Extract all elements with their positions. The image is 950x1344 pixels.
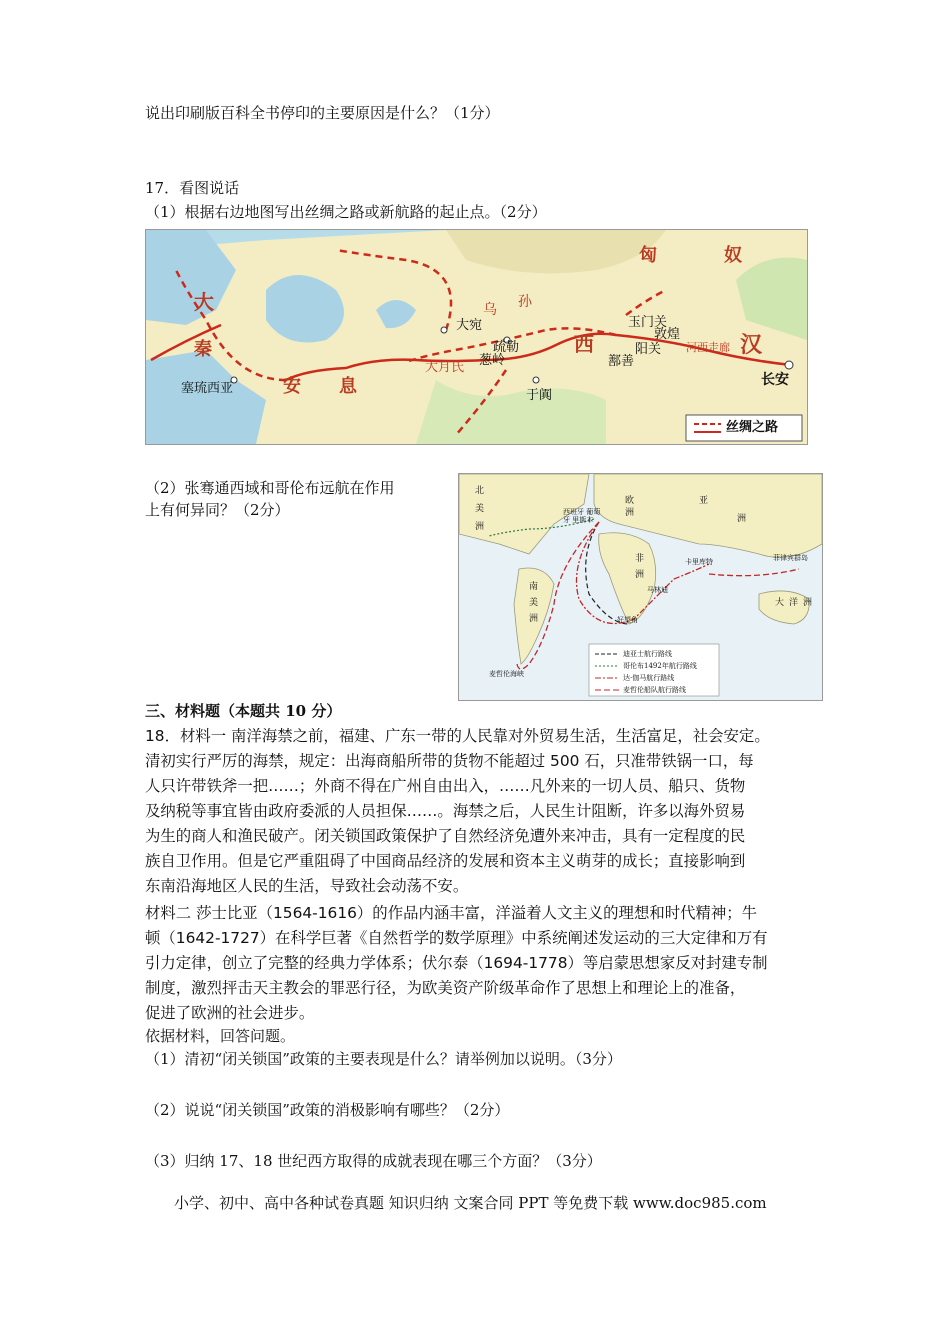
label-wusun-1: 乌	[483, 302, 497, 318]
label-dunhuang: 敦煌	[654, 327, 681, 342]
label-dayuan: 大宛	[456, 318, 483, 333]
label-congling: 葱岭	[479, 353, 506, 368]
label-xi: 西	[574, 332, 594, 356]
label-xiongnu-2: 奴	[724, 245, 742, 266]
label-af-1: 非	[635, 554, 645, 564]
label-calicut: 卡里库特	[685, 558, 713, 566]
label-qin: 秦	[194, 339, 212, 360]
label-han: 汉	[740, 332, 763, 358]
q18-question-1: （1）清初“闭关锁国”政策的主要表现是什么？请举例加以说明。（3分）	[145, 1050, 622, 1068]
material1-line: 族自卫作用。但是它严重阻碍了中国商品经济的发展和资本主义萌芽的成长；直接影响到	[145, 852, 746, 870]
material1-line: 为生的商人和渔民破产。闭关锁国政策保护了自然经济免遭外来冲击，具有一定程度的民	[145, 827, 746, 845]
label-magellan-strait: 麦哲伦海峡	[489, 670, 524, 678]
label-eu-2: 洲	[625, 508, 635, 518]
silk-road-map	[145, 229, 808, 445]
label-xi2: 息	[339, 376, 357, 397]
q18-question-3: （3）归纳 17、18 世纪西方取得的成就表现在哪三个方面？（3分）	[145, 1152, 602, 1170]
label-eu-1: 欧	[625, 496, 635, 506]
label-shule: 疏勒	[493, 340, 520, 355]
label-sa-1: 南	[529, 582, 539, 592]
legend-route-3: 达·伽马航行路线	[623, 674, 675, 682]
label-af-2: 洲	[635, 570, 645, 580]
label-wusun-2: 孙	[518, 294, 532, 310]
label-yutian: 于阗	[526, 388, 553, 403]
q18-material2	[145, 901, 810, 1026]
legend-route-1: 迪亚士航行路线	[623, 650, 672, 658]
label-as-1: 亚	[699, 496, 709, 506]
label-malindi: 马林迪	[647, 586, 668, 594]
material1-line: 东南沿海地区人民的生活，导致社会动荡不安。	[145, 877, 469, 895]
label-philippines: 菲律宾群岛	[773, 554, 808, 562]
material1-line: 人只许带铁斧一把……；外商不得在广州自由出入，……凡外来的一切人员、船只、货物	[145, 777, 746, 795]
label-xiongnu-1: 匈	[639, 245, 657, 266]
material1-line: 18．材料一 南洋海禁之前，福建、广东一带的人民靠对外贸易生活，生活富足，社会安定。	[145, 727, 770, 745]
footer-ad: 小学、初中、高中各种试卷真题 知识归纳 文案合同 PPT 等免费下载 www.doc985.com	[174, 1194, 767, 1212]
label-sa-2: 美	[529, 598, 539, 608]
material1-line: 清初实行严厉的海禁，规定：出海商船所带的货物不能超过 500 石，只准带铁锅一口，每	[145, 752, 754, 770]
legend-route-4: 麦哲伦船队航行路线	[623, 686, 686, 694]
label-na-3: 洲	[475, 522, 485, 532]
label-an: 安	[283, 376, 301, 397]
q17-sub2-line1: （2）张骞通西域和哥伦布远航在作用	[145, 479, 395, 497]
material2-line: 顿（1642-1727）在科学巨著《自然哲学的数学原理》中系统阐述发运动的三大定律和万有	[145, 929, 768, 947]
legend-route-2: 哥伦布1492年航行路线	[623, 662, 697, 670]
material2-line: 促进了欧洲的社会进步。	[145, 1004, 315, 1022]
q18-question-2: （2）说说“闭关锁国”政策的消极影响有哪些？（2分）	[145, 1101, 510, 1119]
label-cape: 好望角	[617, 616, 638, 624]
material2-line: 引力定律，创立了完整的经典力学体系；伏尔泰（1694-1778）等启蒙思想家反对封建专制	[145, 954, 768, 972]
material2-line: 制度，激烈抨击天主教会的罪恶行径，为欧美资产阶级革命作了思想上和理论上的准备，	[145, 979, 746, 997]
label-hexi: 河西走廊	[686, 341, 730, 354]
label-oc-3: 洲	[803, 598, 813, 608]
label-na-1: 北	[475, 486, 485, 496]
label-as-2: 洲	[737, 514, 747, 524]
q18-prompt: 依据材料，回答问题。	[145, 1027, 296, 1045]
label-changan: 长安	[761, 372, 789, 388]
label-yumenguan: 玉门关	[628, 315, 668, 330]
label-da: 大	[194, 290, 214, 314]
voyage-map	[458, 473, 823, 701]
label-na-2: 美	[475, 504, 485, 514]
q18-material1	[145, 724, 810, 899]
label-oc-2: 洋	[789, 598, 799, 608]
label-iberia: 西班牙 葡萄牙 里斯本	[563, 508, 601, 524]
section3-title: 三、材料题（本题共 10 分）	[145, 702, 342, 720]
label-seleucia: 塞琉西亚	[181, 381, 234, 396]
q17-sub1: （1）根据右边地图写出丝绸之路或新航路的起止点。（2分）	[145, 203, 547, 221]
label-dayuezhi: 大月氏	[425, 360, 465, 375]
label-shanshan: 鄯善	[608, 354, 635, 369]
material2-line: 材料二 莎士比亚（1564-1616）的作品内涵丰富，洋溢着人文主义的理想和时代精神；牛	[145, 904, 758, 922]
label-yangguan: 阳关	[635, 342, 662, 357]
label-oc-1: 大	[775, 598, 785, 608]
q17-sub2-line2: 上有何异同？（2分）	[145, 501, 290, 519]
material1-line: 及纳税等事宜皆由政府委派的人员担保……。海禁之后，人民生计阻断，许多以海外贸易	[145, 802, 746, 820]
legend-silk-road: 丝绸之路	[726, 420, 779, 435]
label-sa-3: 洲	[529, 614, 539, 624]
q17-title: 17．看图说话	[145, 179, 240, 197]
q16-tail: 说出印刷版百科全书停印的主要原因是什么？（1分）	[145, 104, 500, 122]
